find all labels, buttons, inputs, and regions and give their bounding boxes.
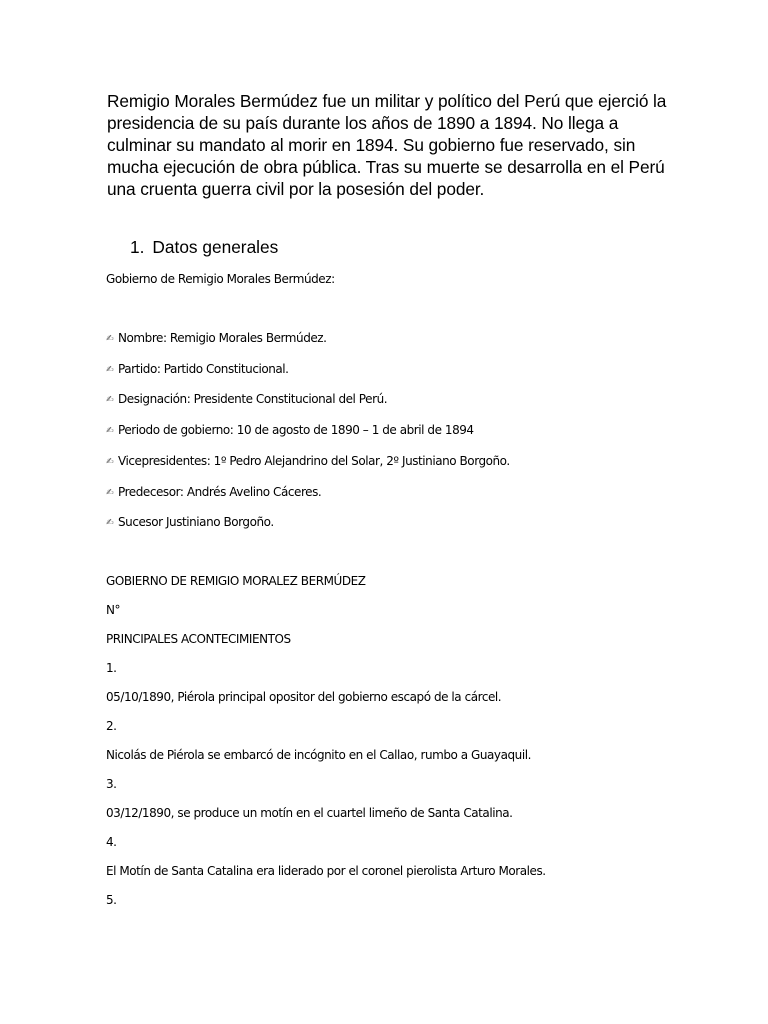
bullet-item: ✍ Vicepresidentes: 1º Pedro Alejandrino del Solar, 2º Justiniano Borgoño. [106,454,510,468]
table-row-number: 1. [106,661,117,675]
hand-pencil-icon: ✍ [106,334,114,344]
bullet-item: ✍ Nombre: Remigio Morales Bermúdez. [106,331,327,345]
table-row-event: 03/12/1890, se produce un motín en el cuartel limeño de Santa Catalina. [106,806,513,820]
table-row-number: 4. [106,835,117,849]
hand-pencil-icon: ✍ [106,518,114,528]
table-row-number: 3. [106,777,117,791]
hand-pencil-icon: ✍ [106,395,114,405]
table-row-number: 2. [106,719,117,733]
bullet-item: ✍ Predecesor: Andrés Avelino Cáceres. [106,485,322,499]
table-row-number: 5. [106,893,117,907]
bullet-item: ✍ Partido: Partido Constitucional. [106,362,289,376]
bullet-item: ✍ Designación: Presidente Constitucional del Perú. [106,392,388,406]
subtitle: Gobierno de Remigio Morales Bermúdez: [106,272,335,286]
hand-pencil-icon: ✍ [106,488,114,498]
section-title: Datos generales [152,237,279,257]
table-row-event: Nicolás de Piérola se embarcó de incógnito en el Callao, rumbo a Guayaquil. [106,748,531,762]
table-title: GOBIERNO DE REMIGIO MORALEZ BERMÚDEZ [106,574,366,588]
table-row-event: 05/10/1890, Piérola principal opositor del gobierno escapó de la cárcel. [106,690,502,704]
hand-pencil-icon: ✍ [106,426,114,436]
section-heading [130,236,278,258]
hand-pencil-icon: ✍ [106,457,114,467]
intro-paragraph: Remigio Morales Bermúdez fue un militar y político del Perú que ejerció la presidencia de su país durante los años de 1890 a 1894. No llega a culminar su mandato al morir en 1894. Su gobierno fue reservado, sin mucha ejecución de obra pública. Tras su muerte se desarrolla en el Perú una cruenta guerra civil por la posesión del poder. [107,91,667,199]
hand-pencil-icon: ✍ [106,365,114,375]
bullet-item: ✍ Periodo de gobierno: 10 de agosto de 1890 – 1 de abril de 1894 [106,423,474,437]
bullet-item: ✍ Sucesor Justiniano Borgoño. [106,515,274,529]
table-header-number: N° [106,603,121,617]
table-row-event: El Motín de Santa Catalina era liderado por el coronel pierolista Arturo Morales. [106,864,546,878]
table-header-events: PRINCIPALES ACONTECIMIENTOS [106,632,291,646]
section-number: 1. [130,237,145,257]
